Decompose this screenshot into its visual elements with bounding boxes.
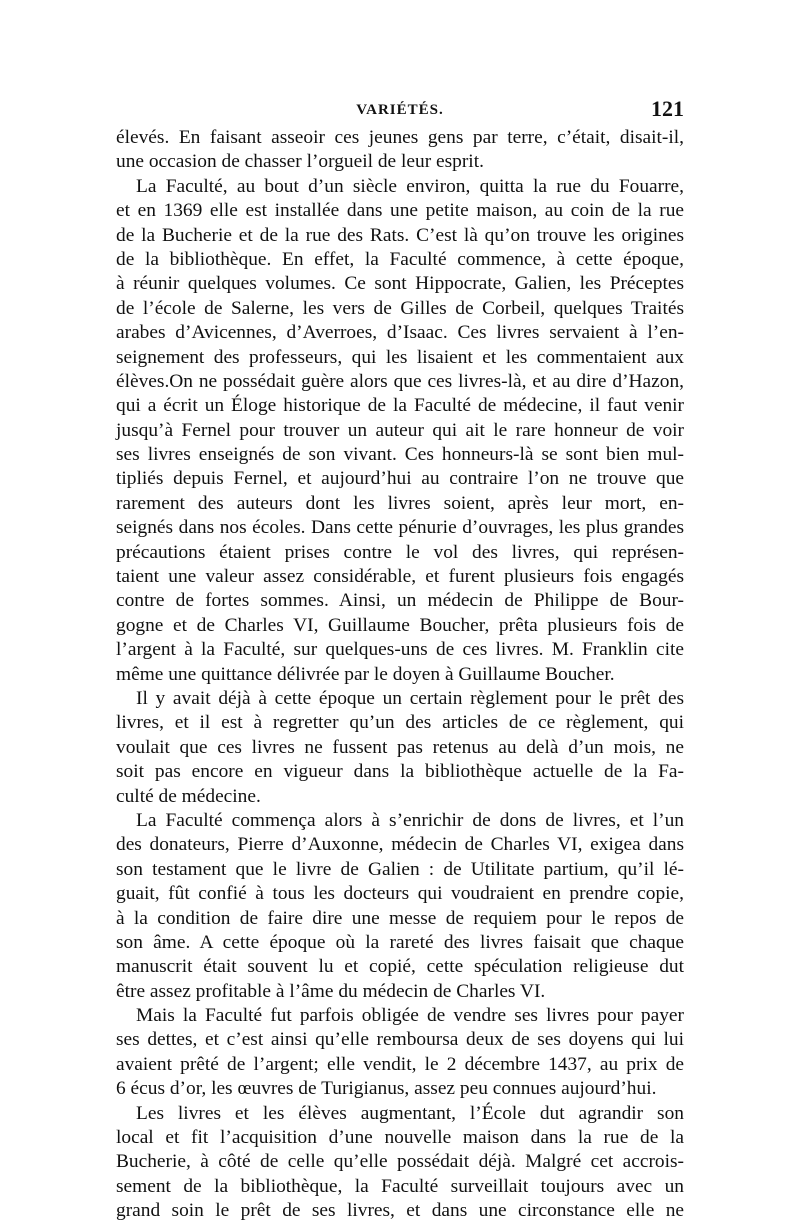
text-line: Il y avait déjà à cette époque un certain règlement pour le prêt des	[136, 687, 684, 709]
text-line: manuscrit était souvent lu et copié, cette spéculation religieuse dut	[116, 956, 684, 978]
text-line: livres, et il est à regretter qu’un des articles de ce règlement, qui	[116, 712, 684, 734]
text-line: contre de fortes sommes. Ainsi, un médecin de Philippe de Bour-	[116, 590, 684, 612]
text-line: à la condition de faire dire une messe de requiem pour le repos de	[116, 907, 684, 929]
text-line: guait, fût confié à tous les docteurs qui voudraient en prendre copie,	[116, 883, 684, 905]
text-line: une occasion de chasser l’orgueil de leur esprit.	[116, 151, 484, 173]
text-line: ses livres enseignés de son vivant. Ces honneurs-là se sont bien mul-	[116, 444, 684, 466]
page-number: 121	[651, 96, 684, 121]
text-line: voulait que ces livres ne fussent pas retenus au delà d’un mois, ne	[116, 736, 684, 758]
text-line: gogne et de Charles VI, Guillaume Boucher, prêta plusieurs fois de	[116, 614, 684, 636]
text-line: être assez profitable à l’âme du médecin de Charles VI.	[116, 980, 546, 1002]
text-line: arabes d’Avicennes, d’Averroes, d’Isaac. Ces livres servaient à l’en-	[116, 322, 684, 344]
text-line: Les livres et les élèves augmentant, l’École dut agrandir son	[136, 1102, 684, 1124]
text-line: élevés. En faisant asseoir ces jeunes gens par terre, c’était, disait-il,	[116, 127, 684, 148]
text-line: soit pas encore en vigueur dans la bibliothèque actuelle de la Fa-	[116, 761, 684, 783]
text-line: seignement des professeurs, qui les lisaient et les commentaient aux	[116, 346, 684, 368]
body-text	[116, 126, 684, 1224]
text-line: élèves.On ne possédait guère alors que ces livres-là, et au dire d’Hazon,	[116, 370, 684, 392]
text-line: La Faculté, au bout d’un siècle environ, quitta la rue du Fouarre,	[136, 175, 684, 197]
text-line: taient une valeur assez considérable, et furent plusieurs fois engagés	[116, 566, 684, 588]
text-line: rarement des auteurs dont les livres soient, après leur mort, en-	[116, 492, 684, 514]
text-line: de la Bucherie et de la rue des Rats. C’est là qu’on trouve les origines	[116, 224, 684, 246]
text-line: culté de médecine.	[116, 785, 261, 807]
text-line: tipliés depuis Fernel, et aujourd’hui au contraire l’on ne trouve que	[116, 468, 684, 490]
text-line: seignés dans nos écoles. Dans cette pénurie d’ouvrages, les plus grandes	[116, 517, 684, 539]
running-title: VARIÉTÉS.	[356, 102, 444, 118]
text-line: La Faculté commença alors à s’enrichir de dons de livres, et l’un	[136, 809, 684, 831]
text-line: 6 écus d’or, les œuvres de Turigianus, assez peu connues aujourd’hui.	[116, 1078, 657, 1100]
text-line: et en 1369 elle est installée dans une petite maison, au coin de la rue	[116, 200, 684, 222]
text-line: grand soin le prêt de ses livres, et dans une circonstance elle ne	[116, 1200, 684, 1222]
text-line: de la bibliothèque. En effet, la Faculté commence, à cette époque,	[116, 248, 684, 270]
text-line: son testament que le livre de Galien : de Utilitate partium, qu’il lé-	[116, 858, 684, 880]
text-line: Bucherie, à côté de celle qu’elle possédait déjà. Malgré cet accrois-	[116, 1151, 684, 1173]
text-line: même une quittance délivrée par le doyen à Guillaume Boucher.	[116, 663, 615, 685]
text-line: des donateurs, Pierre d’Auxonne, médecin de Charles VI, exigea dans	[116, 834, 684, 856]
text-line: l’argent à la Faculté, sur quelques-uns de ces livres. M. Franklin cite	[116, 639, 684, 661]
text-line: qui a écrit un Éloge historique de la Faculté de médecine, il faut venir	[116, 395, 684, 417]
text-line: jusqu’à Fernel pour trouver un auteur qui ait le rare honneur de voir	[116, 419, 684, 441]
text-line: avaient prêté de l’argent; elle vendit, le 2 décembre 1437, au prix de	[116, 1053, 684, 1075]
text-line: son âme. A cette époque où la rareté des livres faisait que chaque	[116, 931, 684, 953]
text-line: local et fit l’acquisition d’une nouvelle maison dans la rue de la	[116, 1127, 684, 1149]
text-line: précautions étaient prises contre le vol des livres, qui représen-	[116, 541, 684, 563]
text-line: ses dettes, et c’est ainsi qu’elle remboursa deux de ses doyens qui lui	[116, 1029, 684, 1051]
text-line: de l’école de Salerne, les vers de Gilles de Corbeil, quelques Traités	[116, 297, 684, 319]
text-line: sement de la bibliothèque, la Faculté surveillait toujours avec un	[116, 1175, 684, 1197]
text-line: Mais la Faculté fut parfois obligée de vendre ses livres pour payer	[136, 1005, 684, 1027]
running-head	[116, 96, 684, 126]
text-line: à réunir quelques volumes. Ce sont Hippocrate, Galien, les Préceptes	[116, 273, 684, 295]
